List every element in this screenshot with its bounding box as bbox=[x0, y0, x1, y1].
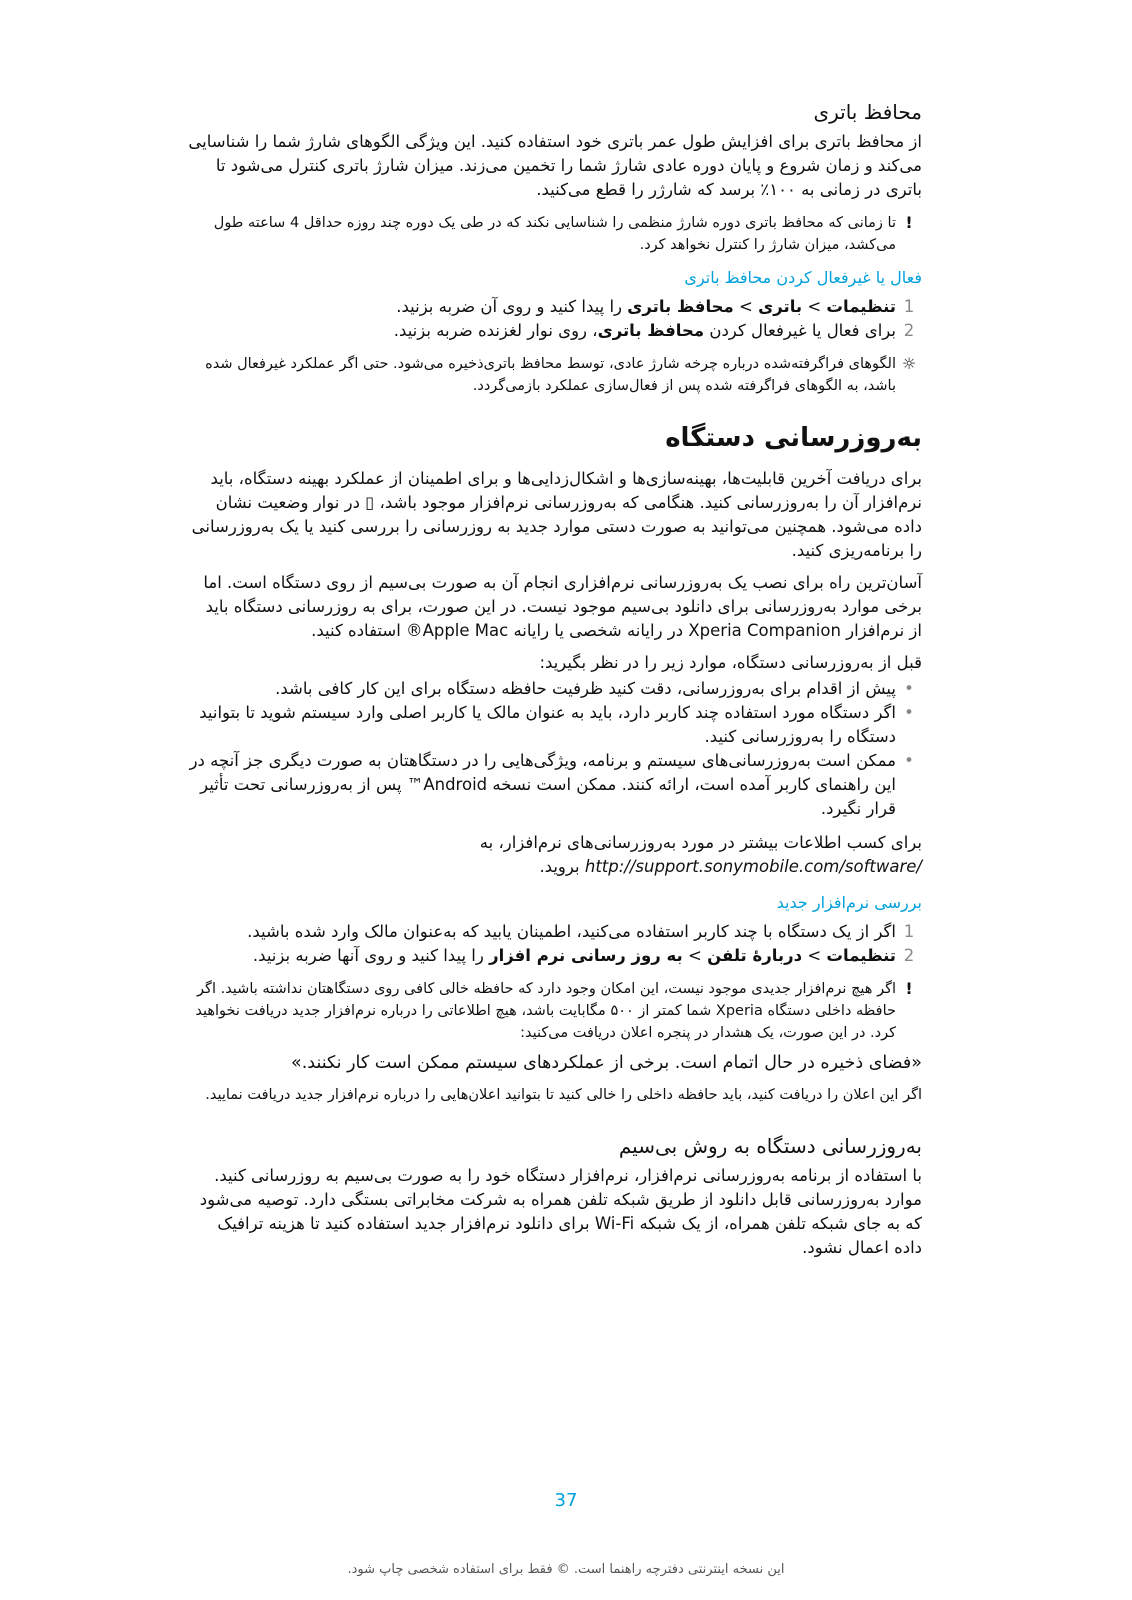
step-text: تنظیمات > دربارهٔ تلفن > به روز رسانی نرم افزار را پیدا کنید و روی آنها ضربه بزنید. bbox=[252, 946, 896, 965]
page-content bbox=[188, 100, 922, 1268]
bullet-icon: • bbox=[904, 703, 914, 722]
software-update-label: به روز رسانی نرم افزار bbox=[489, 946, 683, 965]
storage-note-after: اگر این اعلان را دریافت کنید، باید حافظه داخلی را خالی کنید تا بتوانید اعلان‌هایی را درباره نرم‌افزار جدید دریافت نمایید. bbox=[205, 1087, 922, 1103]
bullet-item: • پیش از اقدام برای به‌روزرسانی، دقت کنید ظرفیت حافظه دستگاه برای این کار کافی باشد. bbox=[188, 677, 922, 701]
warning-icon: ! bbox=[905, 213, 913, 232]
note bbox=[188, 978, 922, 1044]
settings-label: تنظیمات bbox=[826, 297, 896, 316]
battery-care-body: از محافظ باتری برای افزایش طول عمر باتری خود استفاده کنید. این ویژگی الگوهای شارژ شما را شناسایی می‌کند و زمان شروع و پایان دوره عادی شارژ شما را تخمین می‌زند. میزان شارژ باتری کنترل می‌شود تا باتری در زمانی به ۱۰۰٪ برسد که شارژر را قطع می‌کنید. bbox=[188, 132, 922, 199]
subsection-title-check-new-software: بررسی نرم‌افزار جدید bbox=[776, 893, 922, 912]
step-2 bbox=[188, 944, 922, 968]
page-number: 37 bbox=[554, 1490, 578, 1511]
bullet-item: • ممکن است به‌روزرسانی‌های سیستم و برنامه، ویژگی‌هایی را در دستگاهتان به صورت دیگری جز آنچه در این راهنمای کاربر آمده است، ارائه کنند. ممکن است نسخه Android™ پس از به‌روزرسانی تحت تأثیر قرار نگیرد. bbox=[188, 749, 922, 821]
storage-quote: «فضای ذخیره در حال اتمام است. برخی از عملکردهای سیستم ممکن است کار نکنند.» bbox=[290, 1053, 922, 1073]
note bbox=[188, 212, 922, 256]
step-text: برای فعال یا غیرفعال کردن محافظ باتری، روی نوار لغزنده ضربه بزنید. bbox=[393, 321, 896, 340]
bullet-icon: • bbox=[904, 751, 914, 770]
step-1 bbox=[188, 920, 922, 944]
bullet-icon: • bbox=[904, 679, 914, 698]
about-phone-label: دربارهٔ تلفن bbox=[707, 946, 803, 965]
tip bbox=[188, 353, 922, 397]
update-paragraph-1: برای دریافت آخرین قابلیت‌ها، بهینه‌سازی‌ها و اشکال‌زدایی‌ها و برای اطمینان از عملکرد بهینه دستگاه، باید نرم‌افزار آن را به‌روزرسانی کنید. هنگامی که به‌روزرسانی نرم‌افزار موجود باشد، ▯ در نوار وضعیت نشان داده می‌شود. همچنین می‌توانید به صورت دستی موارد جدید به روزرسانی را بررسی کنید یا یک به‌روزرسانی را برنامه‌ریزی کنید. bbox=[191, 469, 922, 560]
battery-care-label: محافظ باتری bbox=[597, 321, 705, 340]
update-paragraph-3: قبل از به‌روزرسانی دستگاه، موارد زیر را در نظر بگیرید: bbox=[539, 653, 922, 672]
update-paragraph-2: آسان‌ترین راه برای نصب یک به‌روزرسانی نرم‌افزاری انجام آن به صورت بی‌سیم از روی دستگاه است. اما برخی موارد به‌روزرسانی برای دانلود بی‌سیم موجود نیست. در این صورت، برای به روزرسانی دستگاه باید از نرم‌افزار Xperia Companion در رایانه شخصی یا رایانه Apple Mac® استفاده کنید. bbox=[203, 573, 922, 640]
battery-care-label: محافظ باتری bbox=[627, 297, 734, 316]
update-paragraph-4: برای کسب اطلاعات بیشتر در مورد به‌روزرسانی‌های نرم‌افزار، به http://support.sonymobile.com/software/ بروید. bbox=[479, 833, 922, 876]
bullet-item: • اگر دستگاه مورد استفاده چند کاربر دارد، باید به عنوان مالک یا کاربر اصلی وارد سیستم شوید تا بتوانید دستگاه را به‌روزرسانی کنید. bbox=[188, 701, 922, 749]
lightbulb-icon: ☼ bbox=[901, 354, 917, 373]
step-1 bbox=[188, 295, 922, 319]
warning-icon: ! bbox=[905, 979, 913, 998]
support-link[interactable]: http://support.sonymobile.com/software/ bbox=[584, 857, 922, 876]
section-title-wireless-update: به‌روزرسانی دستگاه به روش بی‌سیم bbox=[618, 1134, 922, 1158]
step-number: 2 bbox=[903, 946, 915, 965]
step-2 bbox=[188, 319, 922, 343]
note-text: تا زمانی که محافظ باتری دوره شارژ منظمی را شناسایی نکند که در طی یک دوره چند روزه حداقل 4 ساعته طول می‌کشد، میزان شارژ را کنترل نخواهد کرد. bbox=[213, 215, 896, 253]
footer-text: این نسخه اینترنتی دفترچه راهنما است. © فقط برای استفاده شخصی چاپ شود. bbox=[347, 1562, 785, 1577]
step-number: 2 bbox=[903, 321, 915, 340]
settings-label: تنظیمات bbox=[826, 946, 896, 965]
wireless-update-body: با استفاده از برنامه به‌روزرسانی نرم‌افزار، نرم‌افزار دستگاه خود را به صورت بی‌سیم به روزرسانی کنید. موارد به‌روزرسانی قابل دانلود از طریق شبکه تلفن همراه به شرکت مخابراتی بستگی دارد. توصیه می‌شود که به جای شبکه تلفن همراه، از یک شبکه Wi-Fi برای دانلود نرم‌افزار جدید استفاده کنید تا هزینه ترافیک داده اعمال نشود. bbox=[199, 1166, 922, 1257]
step-text: اگر از یک دستگاه با چند کاربر استفاده می‌کنید، اطمینان یابید که به‌عنوان مالک وارد شده باشید. bbox=[247, 922, 896, 941]
note-text: اگر هیچ نرم‌افزار جدیدی موجود نیست، این امکان وجود دارد که حافظه خالی کافی روی دستگاهتان نداشته باشید. اگر حافظه داخلی دستگاه Xperia شما کمتر از ۵۰۰ مگابایت باشد، هیچ اطلاعاتی را درباره نرم‌افزار جدید دریافت نخواهید کرد. در این صورت، یک هشدار در پنجره اعلان دریافت می‌کنید: bbox=[195, 981, 896, 1041]
step-text: تنظیمات > باتری > محافظ باتری را پیدا کنید و روی آن ضربه بزنید. bbox=[396, 297, 896, 316]
step-number: 1 bbox=[903, 297, 915, 316]
tip-text: الگوهای فراگرفته‌شده درباره چرخه شارژ عادی، توسط محافظ باتری‌ذخیره می‌شود. حتی اگر عملکرد غیرفعال شده باشد، به الگوهای فراگرفته شده پس از فعال‌سازی عملکرد بازمی‌گردد. bbox=[205, 356, 896, 394]
section-title-battery-care: محافظ باتری bbox=[813, 100, 922, 124]
subsection-title-toggle-battery-care: فعال یا غیرفعال کردن محافظ باتری bbox=[684, 268, 922, 287]
section-title-updating-device: به‌روزرسانی دستگاه bbox=[665, 423, 922, 453]
step-number: 1 bbox=[903, 922, 915, 941]
battery-label: باتری bbox=[758, 297, 803, 316]
